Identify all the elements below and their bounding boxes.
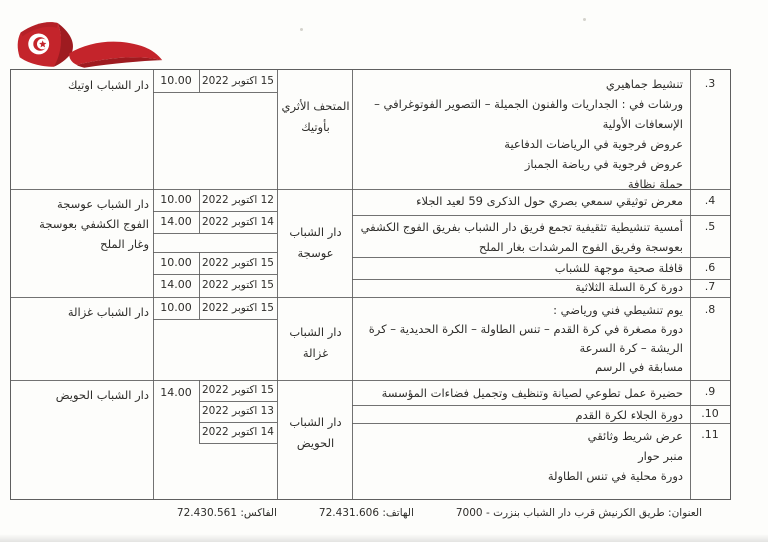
date-cell: 14 اكتوبر 2022 <box>201 216 274 228</box>
activity-line: حملة نظافة <box>627 177 683 191</box>
time-cell: 10.00 <box>160 256 192 269</box>
footer-phone: الهاتف: 72.431.606 <box>318 507 414 519</box>
place-cell: دار الشباب اوتيك <box>67 78 149 92</box>
row-number: 7. <box>704 280 716 293</box>
date-cell: 14 اكتوبر 2022 <box>201 426 274 438</box>
activity-cell <box>357 74 683 194</box>
time-cell: 14.00 <box>160 215 192 228</box>
activity-line: دورة محلية في تنس الطاولة <box>547 469 683 483</box>
venue-line: دار الشباب <box>289 415 342 429</box>
grid-line <box>11 380 730 381</box>
grid-line <box>352 215 730 216</box>
activity-line: مسابقة في الرسم <box>595 360 683 374</box>
grid-line <box>153 92 277 93</box>
place-line: الفوج الكشفي بعوسجة وغار الملح <box>39 217 149 251</box>
footer-address: العنوان: طريق الكرنيش قرب دار الشباب بنزرت - 7000 <box>455 507 702 519</box>
activity-cell <box>357 301 683 377</box>
grid-line <box>277 70 278 499</box>
venue-line: دار الشباب <box>289 225 342 239</box>
grid-line <box>11 297 730 298</box>
footer-fax: الفاكس: 72.430.561 <box>176 507 277 519</box>
scan-shadow <box>0 534 768 542</box>
row-number: 9. <box>704 385 716 398</box>
row-number: 5. <box>704 220 716 233</box>
activity-line: قافلة صحية موجهة للشباب <box>554 261 683 275</box>
venue-line: بأوتيك <box>301 120 330 134</box>
activity-line: أمسية تنشيطية تثقيفية تجمع فريق دار الشباب بفريق الفوج الكشفي بعوسجة وفريق الفوج المرشدات بغار الملح <box>360 220 683 254</box>
place-cell <box>15 194 149 254</box>
activity-line: حضيرة عمل تطوعي لصيانة وتنظيف وتجميل فضاءات المؤسسة <box>381 386 683 400</box>
time-cell: 14.00 <box>160 386 192 399</box>
row-number: 10. <box>701 407 719 420</box>
activity-cell <box>357 426 683 486</box>
activity-line: دورة مصغرة في كرة القدم – تنس الطاولة – الكرة الحديدية – كرة الريشة – كرة السرعة <box>368 322 683 355</box>
time-cell: 10.00 <box>160 301 192 314</box>
activity-line: عروض فرجوية في الرياضات الدفاعية <box>504 137 683 151</box>
date-cell: 15 اكتوبر 2022 <box>201 257 274 269</box>
activity-line: ورشات في : الجداريات والفنون الجميلة – التصوير الفوتوغرافي – الإسعافات الأولية <box>374 97 683 131</box>
date-cell: 15 اكتوبر 2022 <box>201 279 274 291</box>
activity-line: عروض فرجوية في رياضة الجمباز <box>524 157 683 171</box>
time-cell: 10.00 <box>160 193 192 206</box>
row-number: 4. <box>704 194 716 207</box>
date-cell: 15 اكتوبر 2022 <box>201 75 274 87</box>
row-number: 8. <box>704 303 716 316</box>
date-cell: 15 اكتوبر 2022 <box>201 302 274 314</box>
activity-line: يوم تنشيطي فني ورياضي : <box>553 303 683 317</box>
time-cell: 10.00 <box>160 74 192 87</box>
grid-line <box>352 257 730 258</box>
date-cell: 15 اكتوبر 2022 <box>201 384 274 396</box>
place-cell: دار الشباب الحويض <box>55 388 149 402</box>
grid-line <box>199 443 277 444</box>
row-number: 3. <box>704 77 716 90</box>
row-number: 6. <box>704 261 716 274</box>
date-cell: 13 اكتوبر 2022 <box>201 405 274 417</box>
grid-line <box>153 319 277 320</box>
activity-line: معرض توثيقي سمعي بصري حول الذكرى 59 لعيد الجلاء <box>416 194 683 208</box>
page-footer <box>130 507 702 519</box>
venue-line: المتحف الأثري <box>281 99 350 113</box>
schedule-table <box>10 69 731 500</box>
activity-line: دورة كرة السلة الثلاثية <box>575 280 683 294</box>
activity-line: منبر حوار <box>638 449 683 463</box>
venue-line: الحويض <box>296 436 335 450</box>
place-line: دار الشباب عوسجة <box>57 197 149 211</box>
activity-line: تنشيط جماهيري <box>605 77 683 91</box>
row-number: 11. <box>701 428 719 441</box>
date-cell: 12 اكتوبر 2022 <box>201 194 274 206</box>
grid-line <box>153 233 277 234</box>
venue-line: غزالة <box>302 346 329 360</box>
scan-speck <box>300 28 303 31</box>
tunisia-flag-icon <box>14 16 166 70</box>
venue-line: دار الشباب <box>289 325 342 339</box>
activity-line: عرض شريط وثائقي <box>587 429 683 443</box>
grid-line <box>352 70 353 499</box>
place-cell: دار الشباب غزالة <box>67 305 149 319</box>
time-cell: 14.00 <box>160 278 192 291</box>
venue-line: عوسجة <box>297 246 334 260</box>
activity-line: دورة الجلاء لكرة القدم <box>575 408 683 422</box>
scan-speck <box>583 18 586 21</box>
